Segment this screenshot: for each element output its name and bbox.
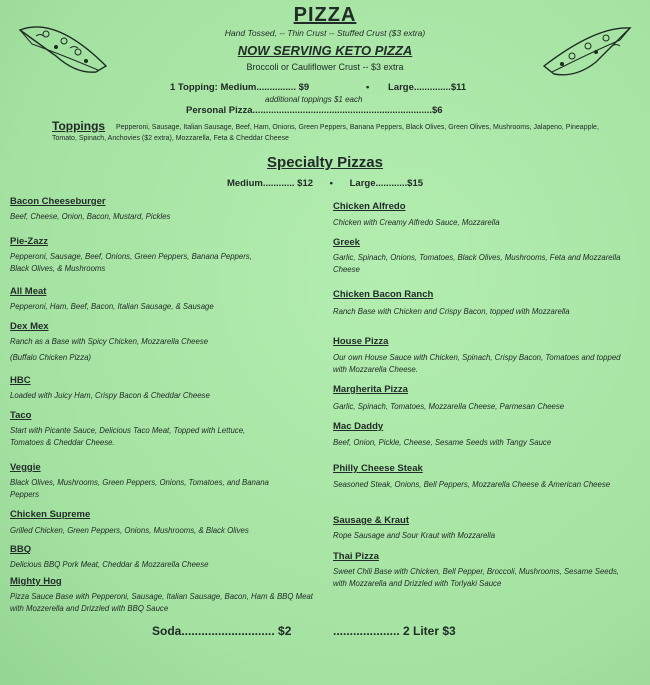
one-topping-large-price: Large..............$11 — [388, 82, 467, 93]
item-desc: Seasoned Steak, Onions, Bell Peppers, Mozzarella Cheese & American Cheese — [333, 480, 611, 489]
item-name: Pie-Zazz — [10, 236, 49, 247]
one-topping-medium-price: 1 Topping: Medium............... $9 — [170, 82, 310, 93]
specialty-heading: Specialty Pizzas — [267, 154, 383, 171]
item-desc: (Buffalo Chicken Pizza) — [10, 353, 92, 362]
item-desc: Delicious BBQ Pork Meat, Cheddar & Mozzarella Cheese — [10, 560, 209, 569]
item-desc: Ranch as a Base with Spicy Chicken, Mozzarella Cheese — [10, 337, 209, 346]
item-name: Mac Daddy — [333, 421, 384, 432]
crust-options: Hand Tossed, -- Thin Crust -- Stuffed Crust ($3 extra) — [224, 28, 426, 38]
item-desc: Beef, Onion, Pickle, Cheese, Sesame Seeds with Tangy Sauce — [333, 438, 552, 447]
menu-title: PIZZA — [293, 4, 357, 26]
item-desc: Black Olives, Mushrooms, Green Peppers, Onions, Tomatoes, and Banana Peppers — [10, 478, 269, 499]
item-desc: Ranch Base with Chicken and Crispy Bacon, topped with Mozzarella — [333, 307, 570, 316]
item-desc: Start with Picante Sauce, Delicious Taco Meat, Topped with Lettuce, Tomatoes & Cheddar Cheese. — [10, 426, 246, 447]
item-name: Greek — [333, 237, 360, 248]
item-name: Chicken Alfredo — [333, 201, 406, 212]
item-desc: Rope Sausage and Sour Kraut with Mozzarella — [333, 531, 496, 540]
item-desc: Loaded with Juicy Ham, Crispy Bacon & Cheddar Cheese — [10, 391, 210, 400]
item-name: Taco — [10, 410, 32, 421]
specialty-medium-price: Medium............ $12 — [226, 178, 314, 189]
item-desc: Pepperoni, Sausage, Beef, Onions, Green Peppers, Banana Peppers, Black Olives, & Mushrooms — [10, 252, 252, 273]
item-name: Dex Mex — [10, 321, 49, 332]
dot-separator: • — [366, 82, 370, 93]
additional-toppings-note: additional toppings $1 each — [265, 95, 363, 104]
keto-subtext: Broccoli or Cauliflower Crust -- $3 extra — [246, 62, 404, 72]
item-name: House Pizza — [333, 336, 389, 347]
item-name: Margherita Pizza — [333, 384, 408, 395]
dot-separator: • — [329, 178, 333, 189]
keto-heading: NOW SERVING KETO PIZZA — [237, 43, 413, 58]
item-desc: Grilled Chicken, Green Peppers, Onions, Mushrooms, & Black Olives — [10, 526, 249, 535]
item-name: Chicken Bacon Ranch — [333, 289, 434, 300]
item-desc: Chicken with Creamy Alfredo Sauce, Mozzarella — [333, 218, 500, 227]
item-name: Philly Cheese Steak — [333, 463, 423, 474]
item-name: Veggie — [10, 462, 41, 473]
specialty-large-price: Large............$15 — [349, 178, 424, 189]
toppings-list: Pepperoni, Sausage, Italian Sausage, Beef, Ham, Onions, Green Peppers, Banana Peppers, Black Olives, Green Olives, Mushrooms, Jalapeno, Pineapple, Tomato, Spinach, Anchovies ($2 extra), Mozzarella, Feta & Cheddar Cheese — [52, 124, 599, 142]
item-name: Chicken Supreme — [10, 509, 91, 520]
personal-pizza-price: Personal Pizza....................................................................$6 — [186, 105, 443, 116]
item-name: Thai Pizza — [333, 551, 379, 562]
item-desc: Sweet Chili Base with Chicken, Bell Pepper, Broccoli, Mushrooms, Sesame Seeds, with Mozzarella and Drizzled with Torlyaki Sauce — [333, 567, 620, 588]
item-name: BBQ — [10, 544, 32, 555]
item-desc: Garlic, Spinach, Tomatoes, Mozzarella Cheese, Parmesan Cheese — [333, 402, 565, 411]
item-desc: Pizza Sauce Base with Pepperoni, Sausage, Italian Sausage, Bacon, Ham & BBQ Meat with Mozzerella and Drizzled with BBQ Sauce — [10, 592, 313, 613]
two-liter-price: .................... 2 Liter $3 — [333, 624, 456, 638]
item-name: All Meat — [10, 286, 47, 297]
item-desc: Pepperoni, Ham, Beef, Bacon, Italian Sausage, & Sausage — [10, 302, 214, 311]
item-name: Mighty Hog — [10, 576, 62, 587]
toppings-label: Toppings — [52, 119, 106, 133]
item-name: HBC — [10, 375, 31, 386]
item-name: Bacon Cheeseburger — [10, 196, 106, 207]
item-name: Sausage & Kraut — [333, 515, 410, 526]
specialty-prices — [0, 178, 650, 189]
item-desc: Our own House Sauce with Chicken, Spinach, Crispy Bacon, Tomatoes and topped with Mozzarella Cheese. — [333, 353, 621, 374]
item-desc: Garlic, Spinach, Onions, Tomatoes, Black Olives, Mushrooms, Feta and Mozzarella Cheese — [333, 253, 621, 274]
soda-price: Soda............................ $2 — [152, 624, 292, 638]
item-desc: Beef, Cheese, Onion, Bacon, Mustard, Pickles — [10, 212, 171, 221]
